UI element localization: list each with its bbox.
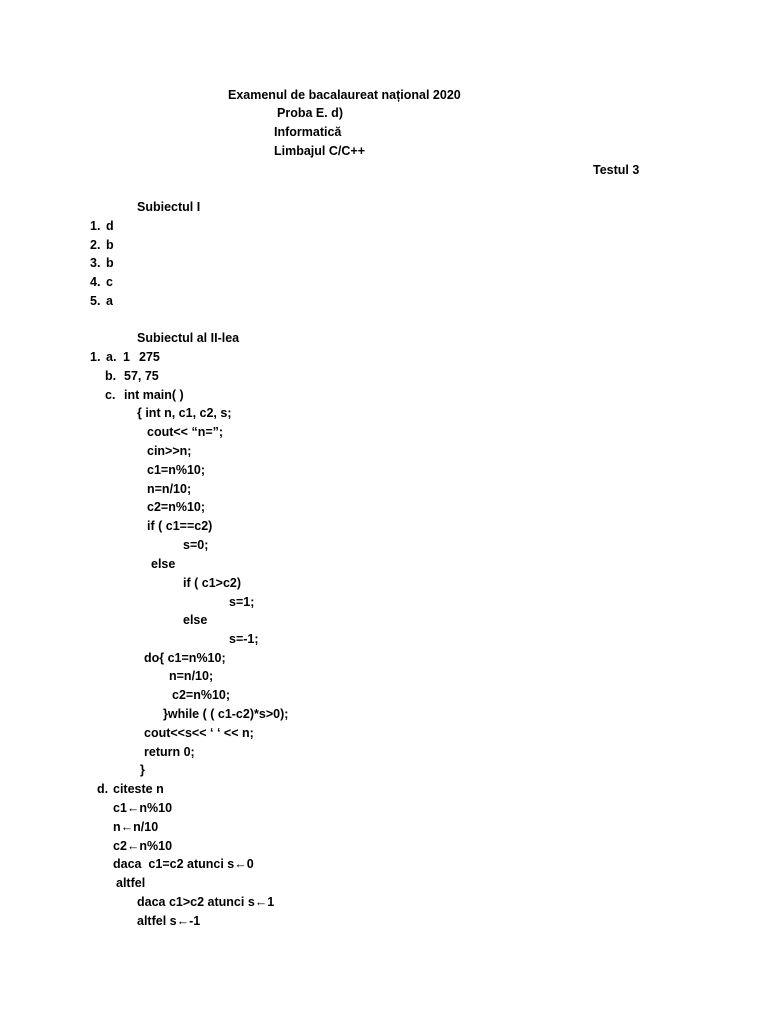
pseudocode-line: citeste n	[113, 782, 164, 796]
code-line: }	[140, 763, 145, 777]
code-line: n=n/10;	[169, 669, 214, 683]
exam-subject: Informatică	[274, 125, 342, 139]
answer-number: 1.	[90, 219, 101, 233]
code-line: n=n/10;	[147, 482, 192, 496]
code-line: return 0;	[144, 745, 195, 759]
pseudocode-line: altfel s←-1	[137, 914, 201, 928]
exam-language: Limbajul C/C++	[274, 144, 365, 158]
exam-proba: Proba E. d)	[277, 106, 343, 120]
pseudocode-line: c1←n%10	[113, 801, 173, 815]
answer-value: d	[106, 219, 114, 233]
pseudocode-line: altfel	[116, 876, 146, 890]
code-line: s=-1;	[229, 632, 259, 646]
answer-number: 4.	[90, 275, 101, 289]
item-c-label: c.	[105, 388, 116, 402]
answer-number: 3.	[90, 256, 101, 270]
code-line: if ( c1>c2)	[183, 576, 242, 590]
code-line: cout<< “n=”;	[147, 425, 224, 439]
code-line: int main( )	[124, 388, 184, 402]
pseudocode-line: c2←n%10	[113, 839, 173, 853]
code-line: { int n, c1, c2, s;	[137, 406, 232, 420]
code-line: else	[183, 613, 208, 627]
code-line: c2=n%10;	[172, 688, 231, 702]
section-2-heading: Subiectul al II-lea	[137, 331, 240, 345]
answer-value: a	[106, 294, 113, 308]
answer-number: 5.	[90, 294, 101, 308]
code-line: do{ c1=n%10;	[144, 651, 226, 665]
answer-number: 2.	[90, 238, 101, 252]
pseudocode-line: n←n/10	[113, 820, 159, 834]
code-line: cin>>n;	[147, 444, 192, 458]
item-a-label: a.	[106, 350, 117, 364]
exam-title: Examenul de bacalaureat național 2020	[228, 88, 461, 102]
item-b-value: 57, 75	[124, 369, 159, 383]
code-line: cout<<s<< ‘ ‘ << n;	[144, 726, 254, 740]
code-line: s=1;	[229, 595, 255, 609]
answer-value: c	[106, 275, 113, 289]
code-line: }while ( ( c1-c2)*s>0);	[163, 707, 289, 721]
answer-value: b	[106, 256, 114, 270]
code-line: c2=n%10;	[147, 500, 206, 514]
item-a-value-1: 1	[123, 350, 130, 364]
code-line: s=0;	[183, 538, 209, 552]
section-1-heading: Subiectul I	[137, 200, 201, 214]
code-line: else	[151, 557, 176, 571]
pseudocode-line: daca c1=c2 atunci s←0	[113, 857, 254, 871]
item-b-label: b.	[105, 369, 117, 383]
code-line: if ( c1==c2)	[147, 519, 213, 533]
pseudocode-line: daca c1>c2 atunci s←1	[137, 895, 275, 909]
question-1-number: 1.	[90, 350, 101, 364]
item-d-label: d.	[97, 782, 109, 796]
answer-value: b	[106, 238, 114, 252]
item-a-value-2: 275	[139, 350, 160, 364]
code-line: c1=n%10;	[147, 463, 206, 477]
test-number: Testul 3	[593, 163, 640, 177]
